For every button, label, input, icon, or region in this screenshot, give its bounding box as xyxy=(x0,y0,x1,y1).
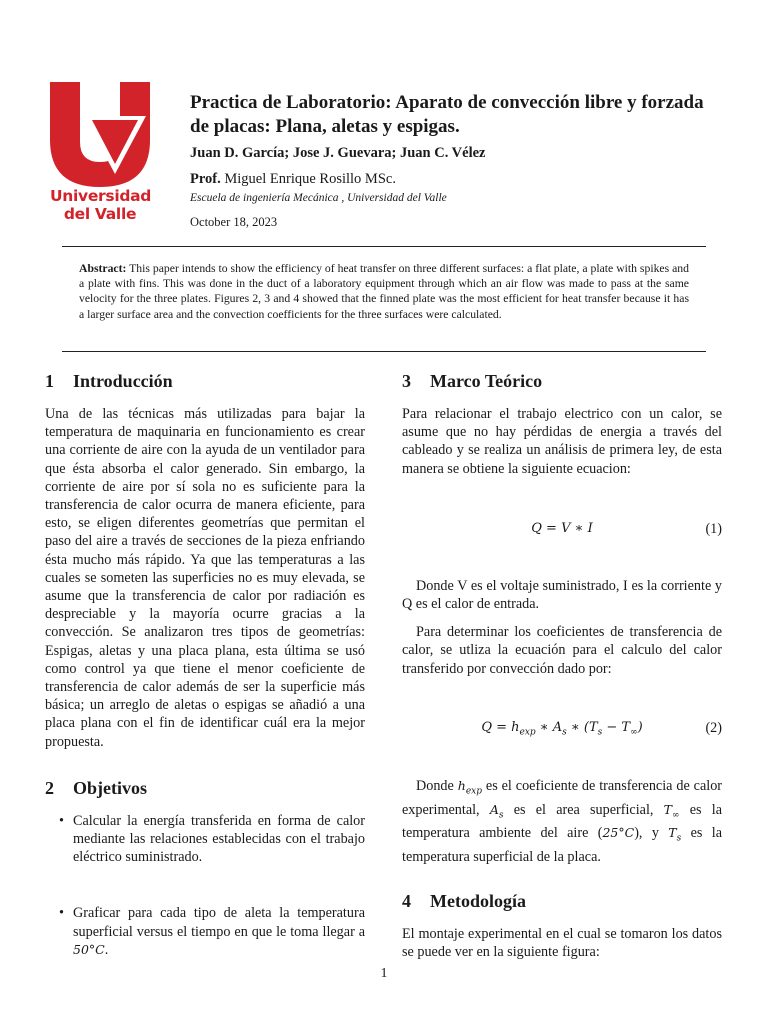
abstract xyxy=(79,261,689,322)
section-number: 1 xyxy=(45,371,54,391)
intro-paragraph: Una de las técnicas más utilizadas para bajar la temperatura de maquinaria en funcionamiento es crear una corriente de aire con la ayuda de un ventilador para que ésta absorba el calor generado. Sin embargo, la corriente de aire por sí sola no es suficiente para la transferencia de calor ocurra de manera eficiente, para esto, se eligen diferentes geometrías que permitan el paso del aire a través de secciones de la pieza enfriando ésta mucho más rápido. Ya que las temperaturas a las cuales se someten las superficies no es muy elevada, se asume que la transferencia de calor por radiación es despreciable y la mayoría ocurre gracias a la convección. Se analizaron tres tipos de geometrías: Espigas, aletas y una placa plana, esta última se usó como control ya que tiene el menor coeficiente de transferencia de calor además de ser la superficie más básica; un arreglo de aletas o espigas se añadió a una placa plana con el fin de identificar cuál era la mejor propuesta. xyxy=(45,406,365,750)
marco-paragraph-2: Donde V es el voltaje suministrado, I es la corriente y Q es el calor de entrada. xyxy=(402,577,722,613)
univalle-emblem-icon xyxy=(50,82,150,187)
equation-expression: $Q = h_{exp}$ ∗ $A_s$ ∗ $(T_s - T_\infty)$ xyxy=(481,719,643,738)
objectives-list xyxy=(45,812,365,959)
p4-text-b: es el coeficiente de transferencia de calor experimental, xyxy=(402,777,723,818)
t-inf-symbol: $T_\infty$ xyxy=(663,801,680,821)
logo-line1: Universidad xyxy=(50,187,152,205)
p4-text-f: es la temperatura superficial de la placa. xyxy=(402,825,723,865)
metodologia-paragraph: El montaje experimental en el cual se tomaron los datos se puede ver en la siguiente figura: xyxy=(402,926,722,961)
section-heading-introduccion xyxy=(45,370,365,392)
section-number: 3 xyxy=(402,371,411,391)
a-s-symbol: $A_s$ xyxy=(489,801,504,821)
marco-paragraph-3: Para determinar los coeficientes de transferencia de calor, se utliza la ecuación para el calculo del calor transferido por convección dado por: xyxy=(402,624,722,677)
p4-text-a: Donde xyxy=(416,777,454,794)
section-title: Metodología xyxy=(430,891,526,912)
section-number: 2 xyxy=(45,777,54,798)
section-heading-objetivos xyxy=(45,777,365,799)
section-heading-metodologia xyxy=(402,890,722,912)
list-item xyxy=(45,812,365,867)
publication-date: October 18, 2023 xyxy=(190,215,278,229)
equation-2 xyxy=(402,720,722,740)
h-exp-symbol: $h_{exp}$ xyxy=(457,777,482,797)
page-number: 1 xyxy=(380,966,388,981)
objective-text: Calcular la energía transferida en forma de calor mediante las relaciones establecidas con el trabajo eléctrico suministrado. xyxy=(73,812,365,866)
section-title: Introducción xyxy=(73,371,173,391)
bullet-icon: • xyxy=(59,905,64,922)
university-logo xyxy=(50,82,150,227)
marco-paragraph-1: Para relacionar el trabajo electrico con un calor, se asume que no hay pérdidas de energia a través del cableado y se realiza un análisis de primera ley, de esta manera se obtiene la siguiente ecuacion: xyxy=(402,406,722,477)
objective-suffix: . xyxy=(104,941,109,958)
section-number: 4 xyxy=(402,891,411,912)
prof-name: Miguel Enrique Rosillo MSc. xyxy=(224,171,396,187)
temperature-value: 50°C xyxy=(73,941,105,957)
marco-paragraph-4 xyxy=(402,777,722,866)
p4-text-c: es el area superficial, xyxy=(513,801,654,818)
ambient-temperature: 25°C xyxy=(602,825,635,841)
right-column xyxy=(402,370,722,962)
abstract-text: This paper intends to show the efficiency of heat transfer on three different surfaces: a flat plate, a plate with spikes and a plate with fins. This was done in the duct of a laboratory equipment through which an air flow was made to pass at the same velocity for the three plates. Figures 2, 3 and 4 showed that the finned plate was the most efficient for heat transfer because it has a larger surface area and the convection coefficients for the three surfaces were calculated. xyxy=(79,262,689,321)
p4-text-d: es la temperatura ambiente del aire ( xyxy=(402,801,723,842)
abstract-bottom-rule xyxy=(62,351,706,352)
prof-label: Prof. xyxy=(190,171,221,187)
list-item xyxy=(45,904,365,959)
equation-number: (2) xyxy=(705,719,722,736)
t-s-symbol: $T_s$ xyxy=(668,825,682,844)
equation-1 xyxy=(402,521,722,541)
authors: Juan D. García; Jose J. Guevara; Juan C. Vélez xyxy=(190,145,486,161)
section-title: Objetivos xyxy=(73,777,147,798)
professor-line xyxy=(190,171,396,188)
bullet-icon: • xyxy=(59,812,64,829)
objective-text: Graficar para cada tipo de aleta la temperatura superficial versus el tiempo en que le toma llegar a xyxy=(73,905,365,940)
equation-number: (1) xyxy=(705,520,722,537)
logo-line2: del Valle xyxy=(63,205,137,223)
section-title: Marco Teórico xyxy=(430,371,543,391)
abstract-top-rule xyxy=(62,246,706,247)
p4-text-e: ), y xyxy=(634,825,659,842)
affiliation: Escuela de ingeniería Mecánica , Universidad del Valle xyxy=(190,192,447,204)
paper-title: Practica de Laboratorio: Aparato de convección libre y forzada de placas: Plana, aletas y espigas. xyxy=(190,92,704,137)
left-column xyxy=(45,370,365,959)
equation-expression: Q = V ∗ I xyxy=(531,520,593,536)
section-heading-marco-teorico xyxy=(402,370,722,392)
abstract-label: Abstract: xyxy=(79,262,127,275)
